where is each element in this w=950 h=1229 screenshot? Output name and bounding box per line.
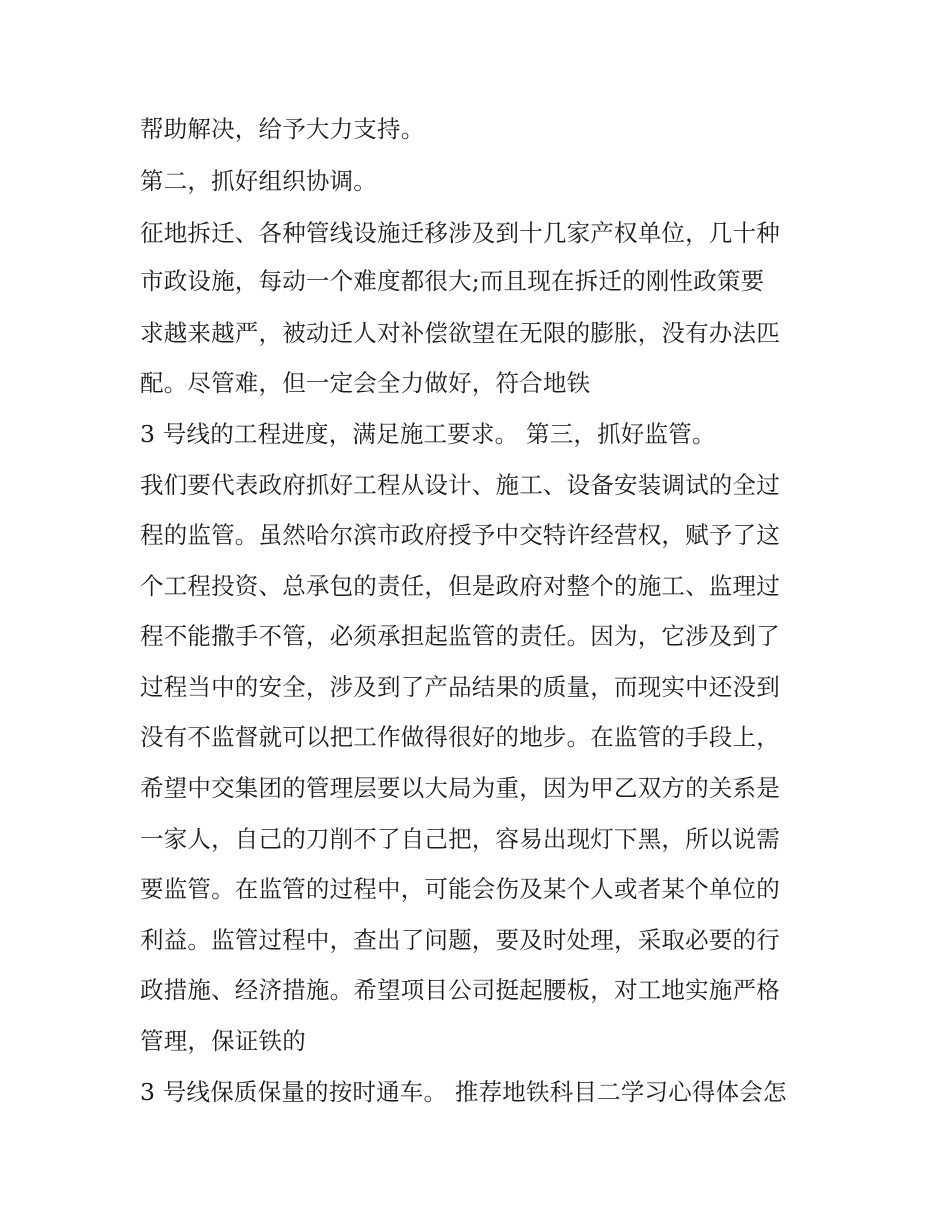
text-line: 征地拆迁、各种管线设施迁移涉及到十几家产权单位，几十种 [140, 219, 780, 247]
text-line: 程的监管。虽然哈尔滨市政府授予中交特许经营权，赋予了这 [140, 521, 780, 549]
text-line: 个工程投资、总承包的责任，但是政府对整个的施工、监理过 [140, 572, 780, 600]
text-line: 没有不监督就可以把工作做得很好的地步。在监管的手段上， [140, 723, 780, 751]
text-line: 第二，抓好组织协调。 [140, 167, 377, 195]
text-line: 市政设施，每动一个难度都很大;而且现在拆迁的刚性政策要 [140, 267, 765, 295]
text-line: 程不能撒手不管，必须承担起监管的责任。因为，它涉及到了 [140, 622, 780, 650]
text-line: 过程当中的安全，涉及到了产品结果的质量，而现实中还没到 [140, 673, 780, 701]
text-line: 一家人，自己的刀削不了自己把，容易出现灯下黑，所以说需 [140, 825, 780, 853]
text-line: 政措施、经济措施。希望项目公司挺起腰板，对工地实施严格 [140, 976, 780, 1004]
text-line: 管理，保证铁的 [140, 1027, 306, 1055]
text-line: 我们要代表政府抓好工程从设计、施工、设备安装调试的全过 [140, 471, 780, 499]
text-line: 要监管。在监管的过程中，可能会伤及某个人或者某个单位的 [140, 875, 780, 903]
text-line: 配。尽管难，但一定会全力做好，符合地铁 [140, 369, 591, 397]
text-line: 3 号线保质保量的按时通车。 推荐地铁科目二学习心得体会怎 [140, 1078, 787, 1106]
text-line: 希望中交集团的管理层要以大局为重，因为甲乙双方的关系是 [140, 774, 780, 802]
text-line: 3 号线的工程进度，满足施工要求。 第三，抓好监管。 [140, 420, 716, 448]
text-line: 求越来越严，被动迁人对补偿欲望在无限的膨胀，没有办法匹 [140, 319, 780, 347]
text-line: 帮助解决，给予大力支持。 [140, 115, 425, 143]
text-line: 利益。监管过程中，查出了问题，要及时处理，采取必要的行 [140, 926, 780, 954]
